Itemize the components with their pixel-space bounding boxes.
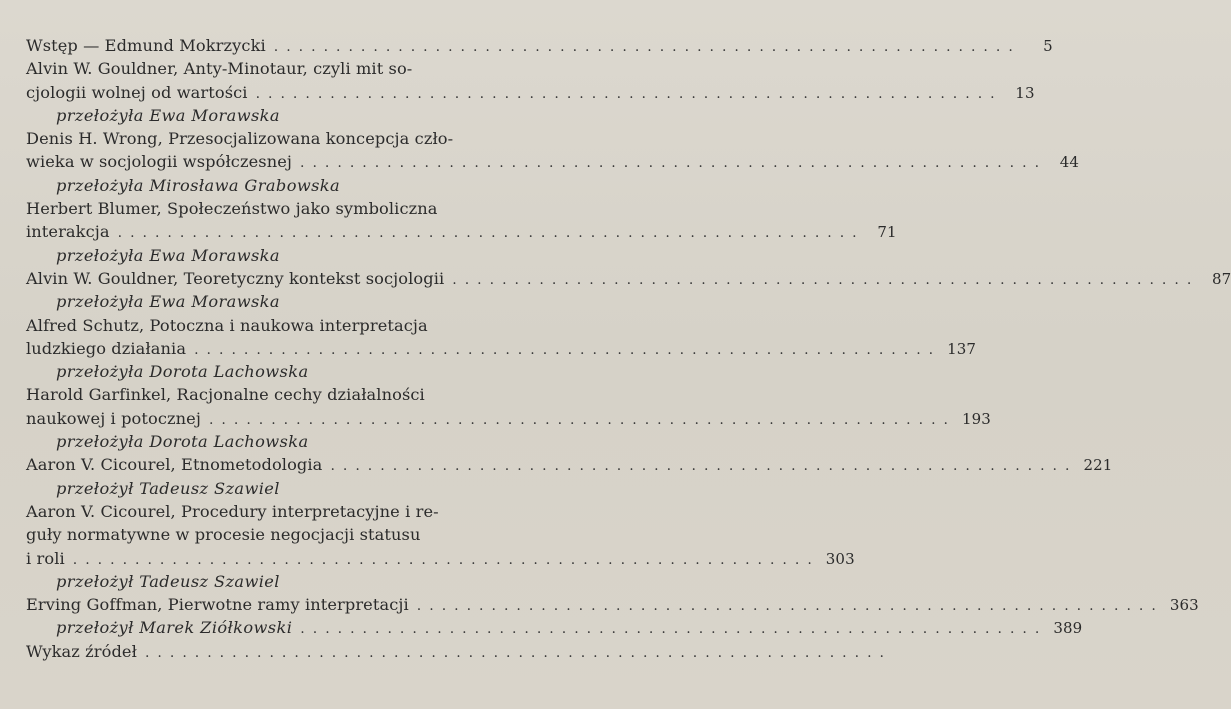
toc-line bbox=[26, 640, 892, 663]
toc-line bbox=[26, 127, 571, 150]
toc-line bbox=[26, 500, 571, 523]
toc-page-number: 303 bbox=[825, 549, 855, 568]
toc-line bbox=[26, 220, 897, 243]
toc-line-text: Erving Goffman, Pierwotne ramy interpretacji bbox=[26, 595, 409, 615]
toc-page-number: 137 bbox=[947, 339, 977, 358]
toc-line bbox=[26, 197, 571, 220]
leader-dots: ............................................................ bbox=[273, 39, 1021, 55]
toc-line-text: ludzkiego działania bbox=[26, 338, 187, 358]
toc-page-number: 221 bbox=[1083, 456, 1113, 475]
toc-line bbox=[26, 383, 571, 406]
leader-dots: ............................................................ bbox=[208, 411, 956, 428]
toc-line-text: i roli bbox=[26, 548, 65, 568]
leader-dots: ............................................................ bbox=[416, 598, 1164, 615]
toc-line bbox=[26, 523, 571, 546]
toc-line bbox=[26, 267, 1231, 290]
translator-text: przełożyła Ewa Morawska bbox=[56, 245, 280, 265]
toc-line-text: wieka w socjologii współczesnej bbox=[26, 152, 293, 172]
toc-page-number: 87 bbox=[1211, 269, 1231, 288]
toc-line bbox=[26, 547, 855, 570]
translator-text: przełożyła Mirosława Grabowska bbox=[56, 175, 341, 195]
toc-translator-line bbox=[26, 290, 571, 313]
toc-line-text: guły normatywne w procesie negocjacji statusu bbox=[26, 525, 421, 545]
toc-translator-line bbox=[26, 104, 571, 127]
toc-line-text: Alvin W. Gouldner, Anty-Minotaur, czyli mit so- bbox=[26, 59, 413, 79]
toc-page-number: 44 bbox=[1059, 153, 1080, 172]
translator-text: przełożyła Ewa Morawska bbox=[56, 292, 280, 312]
toc-translator-line bbox=[26, 174, 571, 197]
leader-dots: ............................................................ bbox=[300, 621, 1048, 638]
translator-text: przełożyła Dorota Lachowska bbox=[56, 362, 309, 382]
toc-line-text: Alfred Schutz, Potoczna i naukowa interpretacja bbox=[26, 315, 428, 335]
toc-page-number: 13 bbox=[1015, 83, 1035, 102]
toc-line-text: cjologii wolnej od wartości bbox=[26, 82, 248, 102]
table-of-contents bbox=[26, 34, 1231, 663]
toc-translator-line bbox=[26, 244, 571, 267]
toc-line bbox=[26, 314, 571, 337]
toc-line bbox=[26, 337, 977, 360]
toc-line bbox=[26, 57, 571, 80]
toc-line bbox=[26, 81, 1035, 104]
leader-dots: ............................................................ bbox=[144, 644, 892, 661]
toc-translator-line bbox=[26, 570, 571, 593]
translator-text: przełożył Tadeusz Szawiel bbox=[56, 478, 280, 498]
toc-translator-line bbox=[26, 616, 1083, 639]
leader-dots: ............................................................ bbox=[255, 85, 1003, 102]
toc-translator-line bbox=[26, 477, 571, 500]
leader-dots: ............................................................ bbox=[117, 225, 865, 242]
toc-line-text: Wykaz źródeł bbox=[26, 641, 137, 661]
toc-page-number: 193 bbox=[961, 409, 991, 428]
leader-dots: ............................................................ bbox=[300, 155, 1048, 172]
translator-text: przełożyła Dorota Lachowska bbox=[56, 432, 309, 452]
toc-line bbox=[26, 407, 991, 430]
toc-line bbox=[26, 593, 1199, 616]
toc-translator-line bbox=[26, 430, 571, 453]
toc-line-text: Herbert Blumer, Społeczeństwo jako symboliczna bbox=[26, 199, 438, 219]
toc-line-text: Alvin W. Gouldner, Teoretyczny kontekst socjologii bbox=[26, 268, 445, 288]
toc-line bbox=[26, 34, 1053, 57]
translator-text: przełożyła Ewa Morawska bbox=[56, 105, 280, 125]
toc-page-number: 363 bbox=[1169, 596, 1199, 615]
toc-translator-line bbox=[26, 360, 571, 383]
leader-dots: ............................................................ bbox=[194, 341, 942, 358]
toc-page-number: 389 bbox=[1053, 619, 1083, 638]
toc-line-text: Aaron V. Cicourel, Procedury interpretacyjne i re- bbox=[26, 501, 439, 521]
translator-text: przełożył Marek Ziółkowski bbox=[56, 618, 293, 638]
leader-dots: ............................................................ bbox=[452, 271, 1200, 288]
toc-line-text: Aaron V. Cicourel, Etnometodologia bbox=[26, 455, 323, 475]
toc-page-number: 71 bbox=[877, 223, 897, 242]
toc-line-text: Harold Garfinkel, Racjonalne cechy działalności bbox=[26, 385, 425, 405]
toc-line-text: Wstęp — Edmund Mokrzycki bbox=[26, 36, 266, 55]
toc-line-text: Denis H. Wrong, Przesocjalizowana koncepcja czło- bbox=[26, 129, 454, 149]
toc-line bbox=[26, 150, 1080, 173]
leader-dots: ............................................................ bbox=[72, 551, 820, 568]
toc-line bbox=[26, 453, 1113, 476]
translator-text: przełożył Tadeusz Szawiel bbox=[56, 571, 280, 591]
toc-line-text: interakcja bbox=[26, 222, 110, 242]
leader-dots: ............................................................ bbox=[330, 458, 1078, 475]
toc-page-number: 5 bbox=[1043, 37, 1053, 55]
toc-line-text: naukowej i potocznej bbox=[26, 408, 201, 428]
